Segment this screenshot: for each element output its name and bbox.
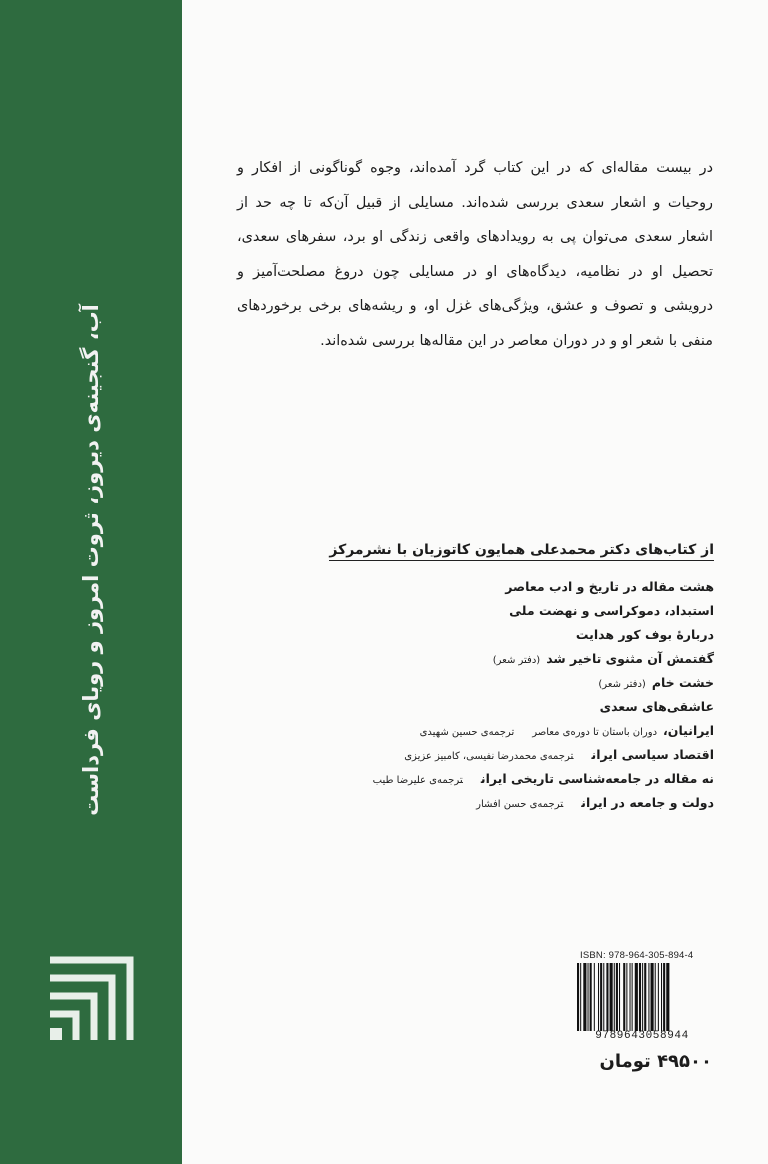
book-title: عاشقی‌های سعدی [599, 699, 714, 714]
book-item [194, 719, 714, 743]
blurb-text: در بیست مقاله‌ای که در این کتاب گرد آمده‌اند، وجوه گوناگونی از افکار و روحیات و اشعار سعدی بررسی شده‌اند. مسایلی از قبیل آن‌که تا چه حد از اشعار سعدی می‌توان پی به رویدادهای واقعی زندگی او برد، سفرهای سعدی، تحصیل او در نظامیه، دیدگاه‌های او در مسایلی چون دروغ مصلحت‌آمیز و درویشی و تصوف و عشق، ویژگی‌های غزل او، و ریشه‌های برخی برخوردهای منفی با شعر او و در دوران معاصر در این مقاله‌ها بررسی شده‌اند. [237, 160, 713, 349]
book-item [194, 599, 714, 623]
book-note: (دفتر شعر) [492, 655, 541, 666]
book-note: دوران باستان تا دوره‌ی معاصر [532, 727, 658, 738]
book-item [194, 695, 714, 719]
spine-band [0, 0, 182, 1164]
isbn-block [574, 950, 710, 1042]
other-books-section [194, 539, 714, 815]
book-title: هشت مقاله در تاریخ و ادب معاصر [505, 579, 714, 594]
book-translator: ترجمه‌ی حسین شهیدی [419, 727, 515, 738]
book-item [194, 575, 714, 599]
book-item [194, 791, 714, 815]
barcode-icon [574, 963, 710, 1031]
price-label: ۴۹۵۰۰ تومان [599, 1051, 712, 1072]
books-heading: از کتاب‌های دکتر محمدعلی همایون کاتوزیان با نشرمرکز [329, 542, 714, 561]
book-list [194, 575, 714, 815]
back-cover-blurb [237, 151, 713, 358]
book-title: نه مقاله در جامعه‌شناسی تاریخی ایران [480, 771, 714, 786]
book-item [194, 623, 714, 647]
book-title: ایرانیان، [663, 723, 714, 738]
spine-tagline: آب، گنجینه‌ی دیروز، ثروت امروز و رویای فرداست [79, 304, 103, 816]
book-item [194, 767, 714, 791]
book-title: دربارهٔ بوف کور هدایت [575, 627, 714, 642]
publisher-logo-icon [38, 948, 142, 1052]
book-item [194, 743, 714, 767]
book-translator: ترجمه‌ی حسن افشار [476, 799, 564, 810]
isbn-label: ISBN: 978-964-305-894-4 [580, 950, 694, 961]
book-title: دولت و جامعه در ایران [581, 795, 714, 810]
book-item [194, 647, 714, 671]
book-title: گفتمش آن مثنوی تاخیر شد [546, 651, 714, 666]
book-note: (دفتر شعر) [598, 679, 646, 690]
book-title: اقتصاد سیاسی ایران [591, 747, 714, 762]
book-item [194, 671, 714, 695]
book-translator: ترجمه‌ی محمدرضا نفیسی، کامبیز عزیزی [404, 751, 574, 762]
book-title: استبداد، دموکراسی و نهضت ملی [509, 603, 714, 618]
book-title: خشت خام [651, 675, 714, 690]
book-translator: ترجمه‌ی علیرضا طیب [372, 775, 463, 786]
barcode-number: 9789643058944 [595, 1030, 689, 1042]
